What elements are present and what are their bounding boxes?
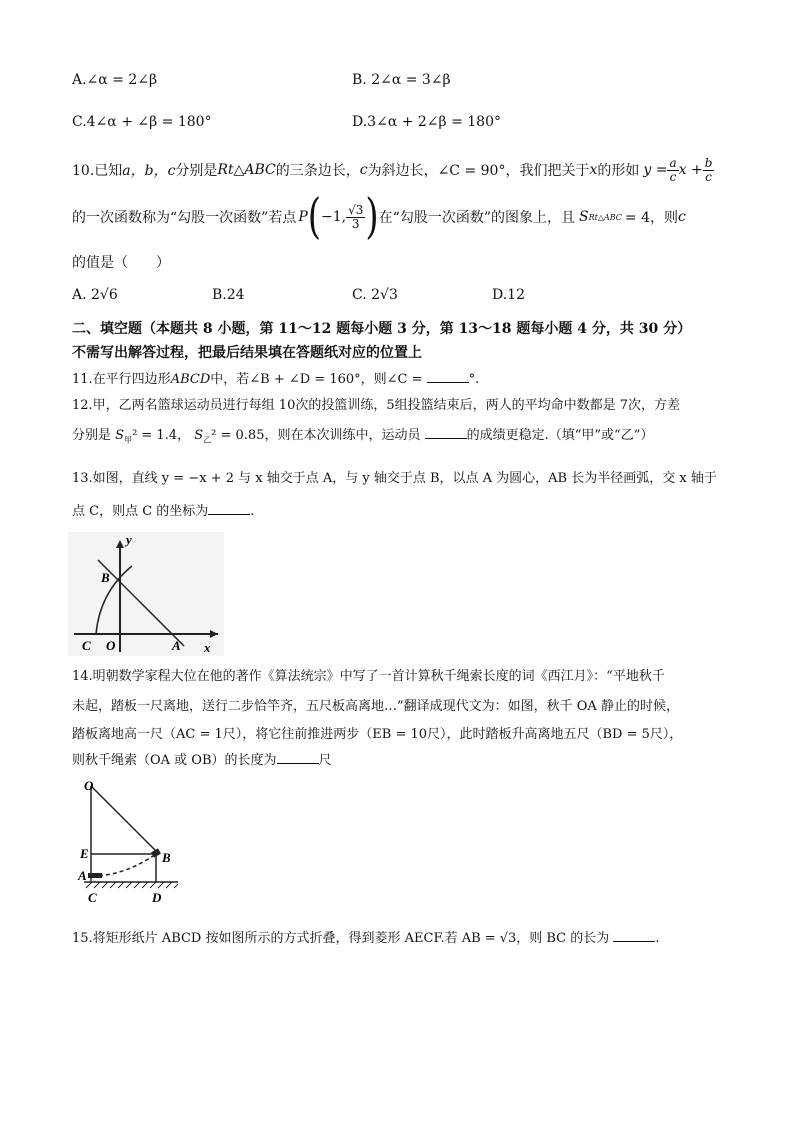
fraction-b-over-c: $\frac{b}{c}$ [704, 155, 713, 184]
fraction-a-over-c: $\frac{a}{c}$ [669, 155, 677, 184]
seat-a [88, 873, 102, 878]
segment-ob [91, 786, 156, 851]
q14-answer-blank [277, 751, 319, 764]
q10-option-a: A. 2√6 [72, 287, 118, 303]
q14-line4: 则秋千绳索（OA 或 OB）的长度为 尺 [72, 753, 332, 768]
q9-option-a: A.∠α = 2∠β [72, 72, 158, 88]
label-a: A [172, 638, 181, 653]
q13-answer-blank [208, 502, 250, 515]
section2-subtitle: 不需写出解答过程，把最后结果填在答题纸对应的位置上 [72, 345, 422, 361]
q11: 11.在平行四边形ABCD中，若∠B + ∠D = 160°，则∠C = °. [72, 372, 480, 387]
q10-option-b: B.24 [212, 287, 245, 303]
q10-line2: 的一次函数称为“勾股一次函数”若点 P ( −1, $\frac{√3}{3}$ ) 在“勾股一次函数”的图象上，且 S Rt△ABC = 4，则 c [72, 189, 686, 245]
q10-option-c: C. 2√3 [352, 287, 398, 303]
label-y: y [126, 532, 132, 547]
q12-answer-blank [425, 426, 467, 439]
label-o: O [84, 778, 94, 793]
q13-line2: 点 C，则点 C 的坐标为 . [72, 504, 255, 519]
label-b: B [101, 570, 110, 585]
q9-option-b: B. 2∠α = 3∠β [352, 72, 451, 88]
q10-line1: 10.已知 a，b，c 分别是 Rt△ABC 的三条边长， c 为斜边长，∠C = 90°，我们把关于 x 的形如 y = $\frac{a}{c}$ x + $\frac{b}{c}$ [72, 155, 713, 184]
label-d: D [152, 890, 162, 905]
label-c: C [88, 890, 97, 905]
label-b: B [162, 850, 171, 865]
ground-hatching [86, 882, 178, 888]
q12-line2: 分别是 $S_甲^2 = 1.4$， $S_乙^2 = 0.85$，则在本次训练中，运动员 的成绩更稳定.（填“甲”或“乙”） [72, 428, 654, 445]
q15: 15.将矩形纸片 ABCD 按如图所示的方式折叠，得到菱形 AECF.若 AB = √3，则 BC 的长为 . [72, 931, 660, 946]
swing-path [92, 854, 156, 876]
label-e: E [80, 846, 89, 861]
q11-answer-blank [427, 370, 469, 383]
label-a: A [78, 868, 87, 883]
q13-figure [68, 532, 224, 656]
q12-line1: 12.甲，乙两名篮球运动员进行每组 10次的投篮训练，5组投篮结束后，两人的平均命中数都是 7次，方差 [72, 398, 681, 413]
q14-figure [74, 776, 184, 908]
label-o: O [106, 638, 116, 653]
q14-line2: 未起，踏板一尺离地，送行二步恰竿齐，五尺板高离地…”翻译成现代文为：如图，秋千 OA 静止的时候， [72, 699, 679, 714]
q10-line3: 的值是（ ） [72, 255, 170, 271]
section2-title: 二、填空题（本题共 8 小题，第 11～12 题每小题 3 分，第 13～18 题每小题 4 分，共 30 分） [72, 321, 692, 337]
q10-option-d: D.12 [492, 287, 525, 303]
fraction-sqrt3-over-3: $\frac{√3}{3}$ [348, 202, 364, 231]
q9-option-c: C.4∠α + ∠β = 180° [72, 114, 212, 130]
q13-line1: 13.如图，直线 y = −x + 2 与 x 轴交于点 A，与 y 轴交于点 B，以点 A 为圆心，AB 长为半径画弧，交 x 轴于 [72, 471, 717, 486]
q15-answer-blank [613, 929, 655, 942]
label-c: C [82, 638, 91, 653]
q14-line3: 踏板离地高一尺（AC = 1尺），将它往前推进两步（EB = 10尺），此时踏板升高离地五尺（BD = 5尺）， [72, 727, 683, 742]
label-x: x [204, 640, 211, 655]
q14-line1: 14.明朝数学家程大位在他的著作《算法统宗》中写了一首计算秋千绳索长度的词《西江月》：“平地秋千 [72, 669, 665, 684]
q9-option-d: D.3∠α + 2∠β = 180° [352, 114, 501, 130]
